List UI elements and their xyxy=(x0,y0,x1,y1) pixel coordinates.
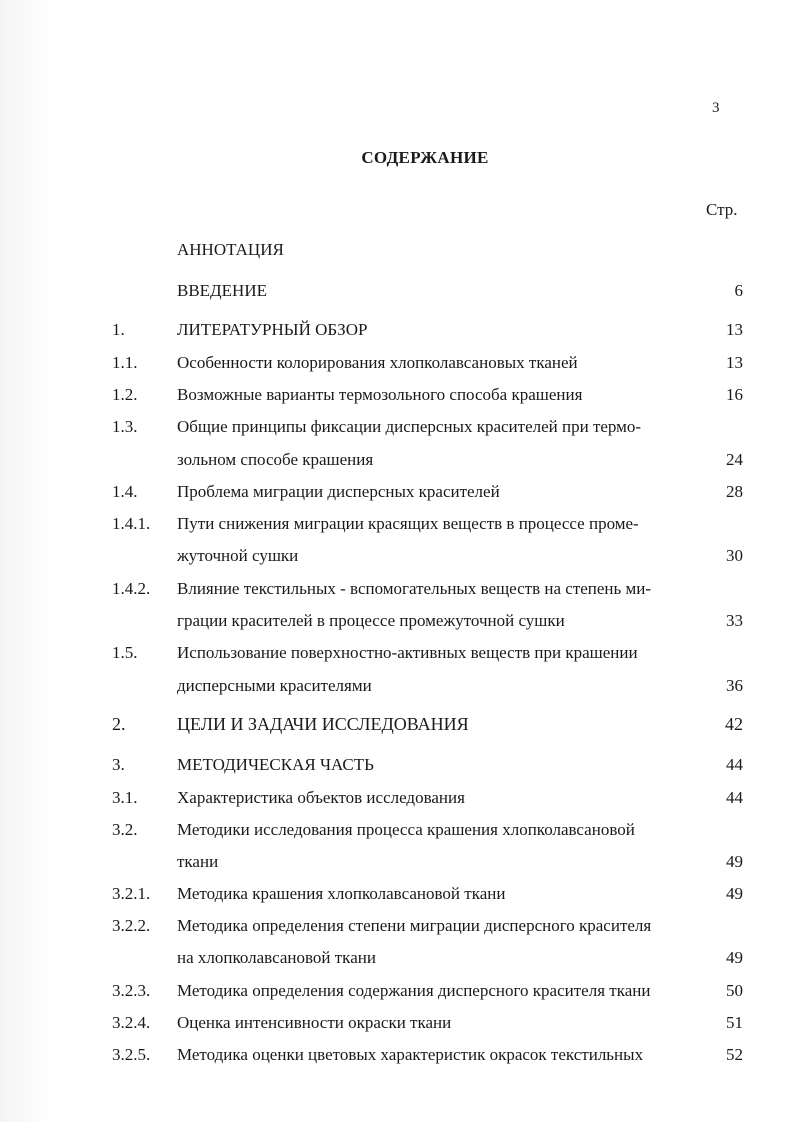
toc-entry-1-5-continued xyxy=(0,674,793,698)
toc-entry-title: Использование поверхностно-активных веществ при крашении xyxy=(177,643,638,662)
toc-entry-3-2-2-continued xyxy=(0,946,793,970)
toc-entry-page: 13 xyxy=(726,353,743,372)
toc-entry-1-1 xyxy=(0,351,793,375)
toc-entry-number: 3.1. xyxy=(112,788,138,807)
toc-entry-title: Влияние текстильных - вспомогательных веществ на степень ми- xyxy=(177,579,652,598)
toc-entry-page: 51 xyxy=(726,1013,743,1032)
toc-entry-3-2-4 xyxy=(0,1011,793,1035)
toc-entry-number: 3.2.5. xyxy=(112,1045,151,1064)
toc-entry-number: 1.3. xyxy=(112,417,138,436)
toc-entry-title-continued: грации красителей в процессе промежуточной сушки xyxy=(177,611,565,630)
toc-entry-title: Пути снижения миграции красящих веществ в процессе проме- xyxy=(177,514,639,533)
toc-entry-number: 3.2. xyxy=(112,820,138,839)
toc-entry-1-3 xyxy=(0,415,793,439)
toc-entry-number: 1.5. xyxy=(112,643,138,662)
toc-entry-page: 50 xyxy=(726,981,743,1000)
toc-entry-page: 6 xyxy=(734,281,743,300)
toc-entry-title: Проблема миграции дисперсных красителей xyxy=(177,482,500,501)
toc-entry-page: 49 xyxy=(726,852,743,871)
toc-entry-title-continued: зольном способе крашения xyxy=(177,450,374,469)
toc-entry-title: ЦЕЛИ И ЗАДАЧИ ИССЛЕДОВАНИЯ xyxy=(177,714,469,734)
toc-entry-1-4-2 xyxy=(0,577,793,601)
toc-entry-2 xyxy=(0,712,793,736)
toc-entry-1-4-1-continued xyxy=(0,544,793,568)
toc-entry-page: 49 xyxy=(726,948,743,967)
toc-entry-1-4-1 xyxy=(0,512,793,536)
toc-entry-title-continued: дисперсными красителями xyxy=(177,676,372,695)
toc-entry-1-4-2-continued xyxy=(0,609,793,633)
toc-entry-1-4 xyxy=(0,480,793,504)
toc-entry-page: 36 xyxy=(726,676,743,695)
toc-entry-title: Методика крашения хлопколавсановой ткани xyxy=(177,884,506,903)
toc-entry-title: Характеристика объектов исследования xyxy=(177,788,465,807)
toc-entry-title: Методика оценки цветовых характеристик окрасок текстильных xyxy=(177,1045,644,1064)
toc-entry-title: Методика определения степени миграции дисперсного красителя xyxy=(177,916,652,935)
toc-entry-page: 33 xyxy=(726,611,743,630)
toc-entry-3-2-2 xyxy=(0,914,793,938)
toc-entry-3-2-1 xyxy=(0,882,793,906)
toc-entry-title: ВВЕДЕНИЕ xyxy=(177,281,267,300)
toc-entry-page: 52 xyxy=(726,1045,743,1064)
toc-entry-number: 3. xyxy=(112,755,125,774)
toc-entry-page: 16 xyxy=(726,385,743,404)
toc-entry-3-2-3 xyxy=(0,979,793,1003)
toc-entry-title: Методики исследования процесса крашения хлопколавсановой xyxy=(177,820,635,839)
toc-entry-title: АННОТАЦИЯ xyxy=(177,240,284,259)
page-title: СОДЕРЖАНИЕ xyxy=(361,148,489,167)
toc-entry-title-continued: жуточной сушки xyxy=(177,546,299,565)
page-column-label: Стр. xyxy=(706,200,738,219)
toc-entry-1-5 xyxy=(0,641,793,665)
toc-entry-number: 1. xyxy=(112,320,125,339)
toc-entry-title: Особенности колорирования хлопколавсановых тканей xyxy=(177,353,578,372)
toc-entry-annotation xyxy=(0,238,793,262)
toc-entry-3-2-continued xyxy=(0,850,793,874)
toc-entry-page: 13 xyxy=(726,320,743,339)
toc-entry-number: 3.2.4. xyxy=(112,1013,151,1032)
toc-entry-1 xyxy=(0,318,793,342)
toc-entry-title: Оценка интенсивности окраски ткани xyxy=(177,1013,452,1032)
toc-entry-page: 30 xyxy=(726,546,743,565)
toc-entry-1-2 xyxy=(0,383,793,407)
toc-entry-number: 3.2.1. xyxy=(112,884,151,903)
toc-entry-page: 44 xyxy=(726,788,743,807)
toc-entry-title: ЛИТЕРАТУРНЫЙ ОБЗОР xyxy=(177,320,368,339)
toc-entry-number: 1.4. xyxy=(112,482,138,501)
toc-entry-page: 28 xyxy=(726,482,743,501)
toc-entry-title: Методика определения содержания дисперсного красителя ткани xyxy=(177,981,651,1000)
toc-entry-1-3-continued xyxy=(0,448,793,472)
toc-entry-title: Возможные варианты термозольного способа крашения xyxy=(177,385,583,404)
toc-entry-3-2-5 xyxy=(0,1043,793,1067)
toc-entry-page: 49 xyxy=(726,884,743,903)
toc-entry-introduction xyxy=(0,279,793,303)
toc-entry-title-continued: на хлопколавсановой ткани xyxy=(177,948,376,967)
toc-entry-3 xyxy=(0,753,793,777)
toc-entry-title: Общие принципы фиксации дисперсных красителей при термо- xyxy=(177,417,642,436)
toc-entry-3-1 xyxy=(0,786,793,810)
toc-entry-page: 24 xyxy=(726,450,743,469)
toc-entry-title-continued: ткани xyxy=(177,852,219,871)
toc-entry-3-2 xyxy=(0,818,793,842)
toc-entry-number: 3.2.3. xyxy=(112,981,151,1000)
toc-entry-number: 1.4.2. xyxy=(112,579,151,598)
toc-entry-number: 1.2. xyxy=(112,385,138,404)
toc-entry-number: 3.2.2. xyxy=(112,916,151,935)
toc-entry-number: 1.4.1. xyxy=(112,514,151,533)
toc-entry-page: 44 xyxy=(726,755,743,774)
toc-entry-title: МЕТОДИЧЕСКАЯ ЧАСТЬ xyxy=(177,755,374,774)
toc-entry-number: 2. xyxy=(112,714,126,734)
toc-entry-page: 42 xyxy=(725,714,743,734)
toc-entry-number: 1.1. xyxy=(112,353,138,372)
page-number: 3 xyxy=(712,100,720,116)
